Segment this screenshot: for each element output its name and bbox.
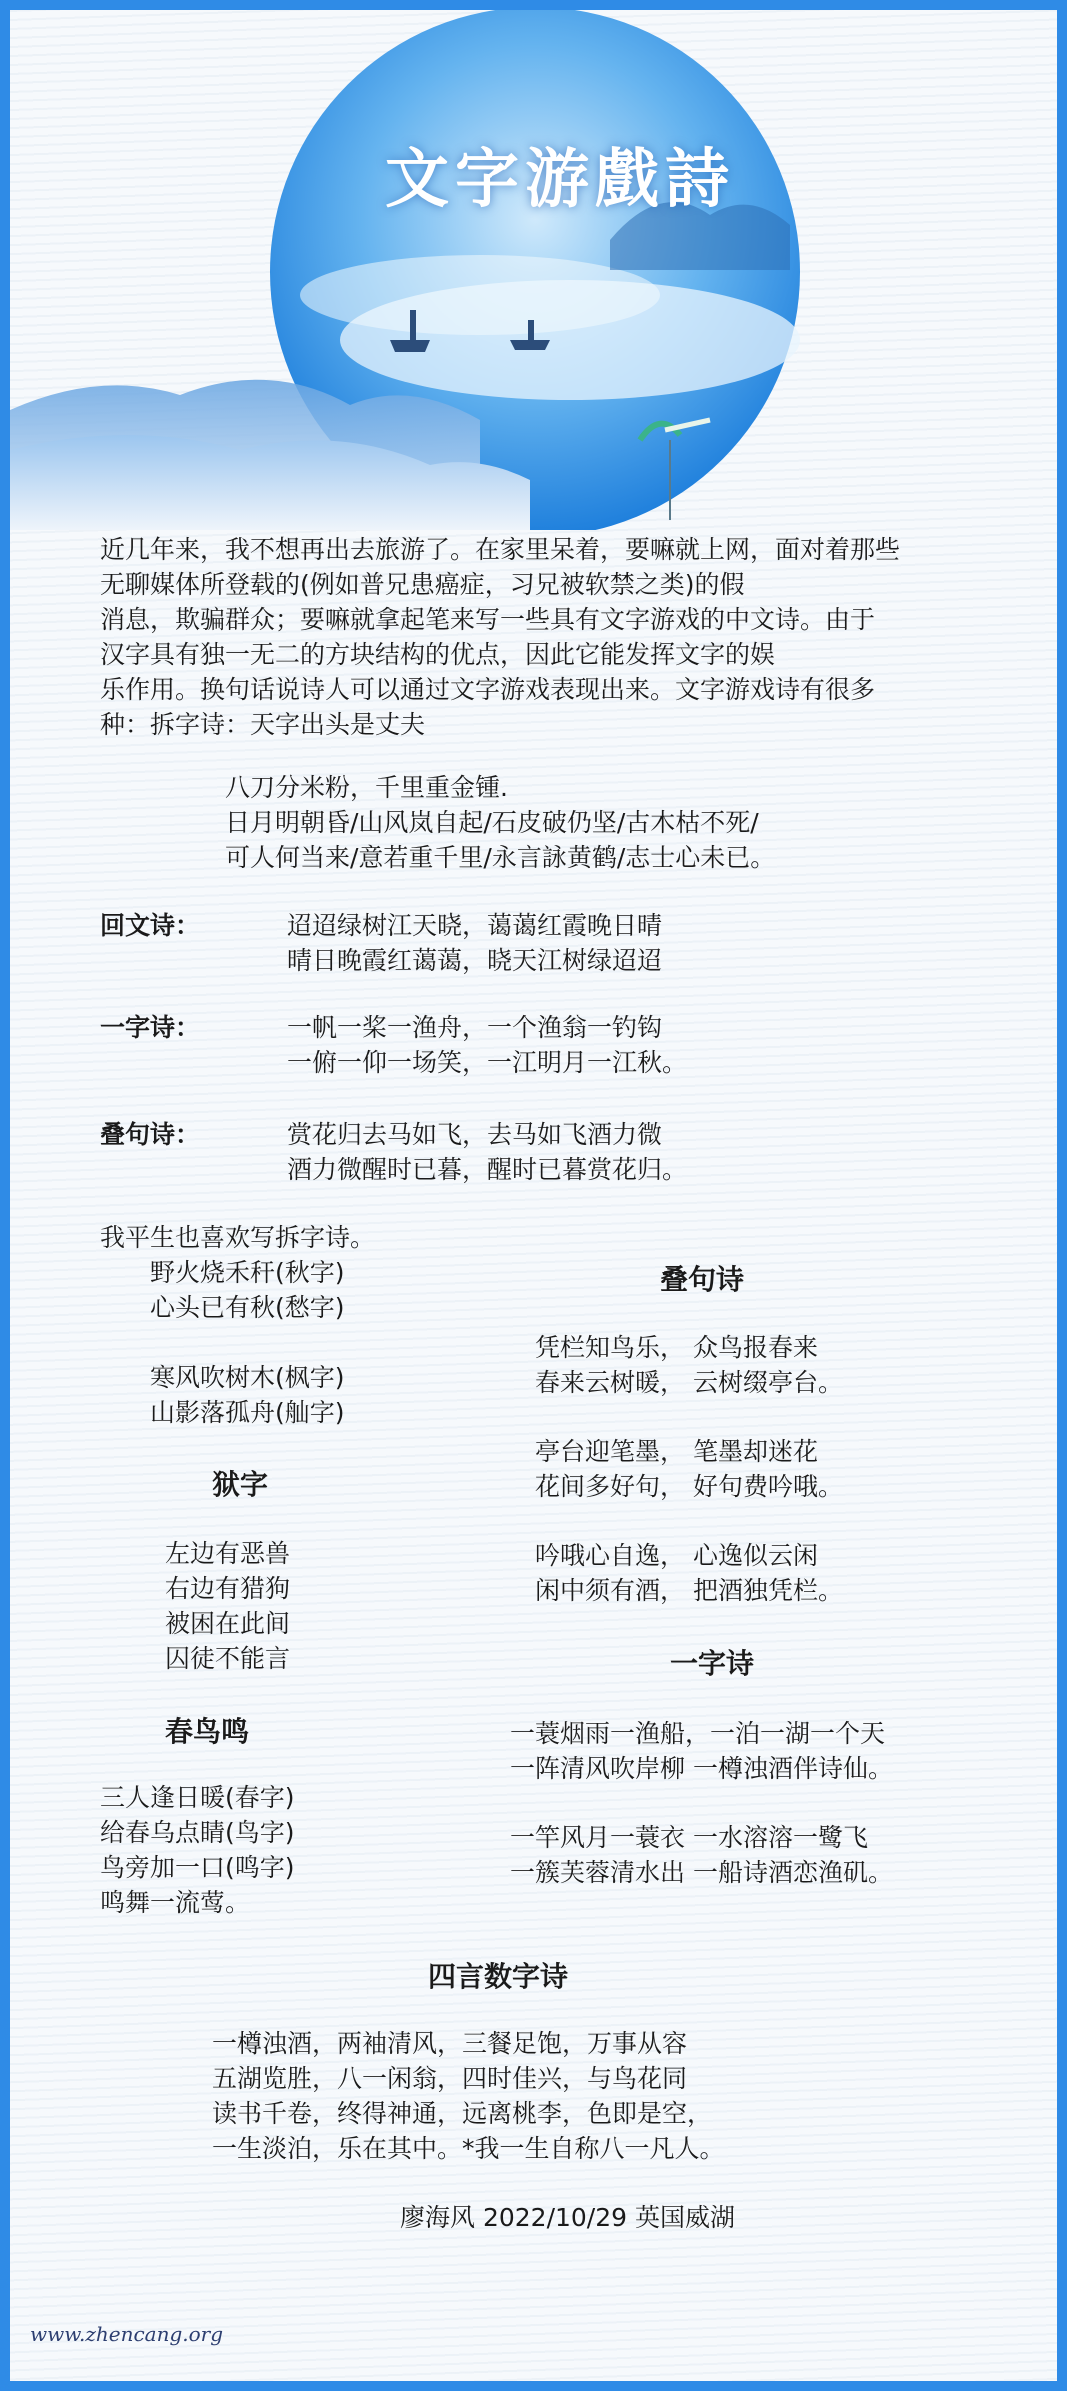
poem-line: 右边有猎狗: [165, 1574, 291, 1603]
poem-line: 迢迢绿树江天晓，蔼蔼红霞晚日晴: [287, 911, 663, 940]
banner-illustration: [10, 10, 1057, 530]
intro-line: 近几年来，我不想再出去旅游了。在家里呆着，要嘛就上网，面对着那些: [100, 535, 901, 564]
intro-line: 消息，欺骗群众；要嘛就拿起笔来写一些具有文字游戏的中文诗。由于: [100, 605, 876, 634]
poem-line: 一簇芙蓉清水出 一船诗酒恋渔矶。: [510, 1858, 893, 1887]
right-diejv-group-1: [535, 1330, 843, 1400]
right-diejv-heading: 叠句诗: [660, 1263, 745, 1296]
riddle-group-1: [150, 1255, 345, 1325]
poem-line: 一俯一仰一场笑，一江明月一江秋。: [287, 1048, 688, 1077]
poem-line: 闲中须有酒， 把酒独凭栏。: [535, 1576, 843, 1605]
poem-line: 一阵清风吹岸柳 一樽浊酒伴诗仙。: [510, 1754, 893, 1783]
huiwen-poem: [287, 908, 662, 978]
intro-line: 乐作用。换句话说诗人可以通过文字游戏表现出来。文字游戏诗有很多: [100, 675, 876, 704]
watermark-url: www.zhencang.org: [30, 2322, 224, 2346]
poem-line: 花间多好句， 好句费吟哦。: [535, 1472, 843, 1501]
intro-paragraph: [100, 532, 1000, 742]
poem-line: 一帆一桨一渔舟，一个渔翁一钓钩: [287, 1013, 663, 1042]
riddle-line: 山影落孤舟(舢字): [150, 1398, 345, 1427]
poem-line: 三人逢日暖(春字): [100, 1783, 295, 1812]
poem-line: 左边有恶兽: [165, 1539, 291, 1568]
poem-line: 一樽浊酒，两袖清风，三餐足饱，万事从容: [212, 2029, 688, 2058]
personal-intro: 我平生也喜欢写拆字诗。: [100, 1223, 376, 1252]
right-diejv-group-2: [535, 1434, 843, 1504]
yizi-label: 一字诗：: [100, 1013, 201, 1042]
riddle-line: 寒风吹树木(枫字): [150, 1363, 345, 1392]
yizi-poem: [287, 1010, 687, 1080]
poem-line: 被困在此间: [165, 1609, 291, 1638]
poem-line: 读书千卷，终得神通，远离桃李，色即是空，: [212, 2099, 713, 2128]
yuzi-heading: 狱字: [212, 1468, 269, 1501]
riddle-group-2: [150, 1360, 345, 1430]
poem-line: 囚徒不能言: [165, 1644, 291, 1673]
poem-line: 五湖览胜，八一闲翁，四时佳兴，与鸟花同: [212, 2064, 688, 2093]
poem-line: 酒力微醒时已暮，醒时已暮赏花归。: [287, 1155, 688, 1184]
huiwen-label: 回文诗：: [100, 911, 201, 940]
poem-line: 一生淡泊，乐在其中。*我一生自称八一凡人。: [212, 2134, 725, 2163]
intro-line: 汉字具有独一无二的方块结构的优点，因此它能发挥文字的娱: [100, 640, 776, 669]
riddle-line: 心头已有秋(愁字): [150, 1293, 345, 1322]
poem-line: 吟哦心自逸， 心逸似云闲: [535, 1541, 818, 1570]
poem-line: 晴日晚霞红蔼蔼，晓天江树绿迢迢: [287, 946, 663, 975]
poem-line: 凭栏知鸟乐， 众鸟报春来: [535, 1333, 818, 1362]
poem-line: 给春乌点睛(鸟字): [100, 1818, 295, 1847]
page-title: 文字游戲詩: [385, 143, 735, 217]
poem-line: 可人何当来/意若重千里/永言詠黄鹤/志士心未已。: [225, 843, 776, 872]
riddle-line: 野火烧禾秆(秋字): [150, 1258, 345, 1287]
poem-line: 亭台迎笔墨， 笔墨却迷花: [535, 1437, 818, 1466]
right-yizi-group-1: [510, 1716, 893, 1786]
poem-line: 一蓑烟雨一渔船，一泊一湖一个天: [510, 1719, 886, 1748]
right-diejv-group-3: [535, 1538, 843, 1608]
siyan-poem: [212, 2026, 725, 2166]
poem-line: 八刀分米粉，千里重金锺.: [225, 773, 508, 802]
poem-line: 鸟旁加一口(鸣字): [100, 1853, 295, 1882]
poem-line: 赏花归去马如飞，去马如飞酒力微: [287, 1120, 663, 1149]
poem-line: 鸣舞一流莺。: [100, 1888, 251, 1917]
right-yizi-group-2: [510, 1820, 893, 1890]
yuzi-poem: [165, 1536, 290, 1676]
poem-line: 春来云树暖， 云树缀亭台。: [535, 1368, 843, 1397]
intro-line: 无聊媒体所登载的(例如普兄患癌症，习兄被软禁之类)的假: [100, 570, 745, 599]
right-yizi-heading: 一字诗: [670, 1647, 755, 1680]
chunniao-heading: 春鸟鸣: [165, 1715, 250, 1748]
chunniao-poem: [100, 1780, 295, 1920]
siyan-heading: 四言数字诗: [428, 1960, 569, 1993]
diejv-label: 叠句诗：: [100, 1120, 201, 1149]
poem-line: 日月明朝昏/山风岚自起/石皮破仍坚/古木枯不死/: [225, 808, 759, 837]
poem-line: 一竿风月一蓑衣 一水溶溶一鹭飞: [510, 1823, 868, 1852]
diejv-poem: [287, 1117, 687, 1187]
signature: 廖海风 2022/10/29 英国威湖: [400, 2203, 735, 2232]
chaizi-poem: [225, 770, 775, 875]
intro-line: 种：拆字诗：天字出头是丈夫: [100, 710, 426, 739]
